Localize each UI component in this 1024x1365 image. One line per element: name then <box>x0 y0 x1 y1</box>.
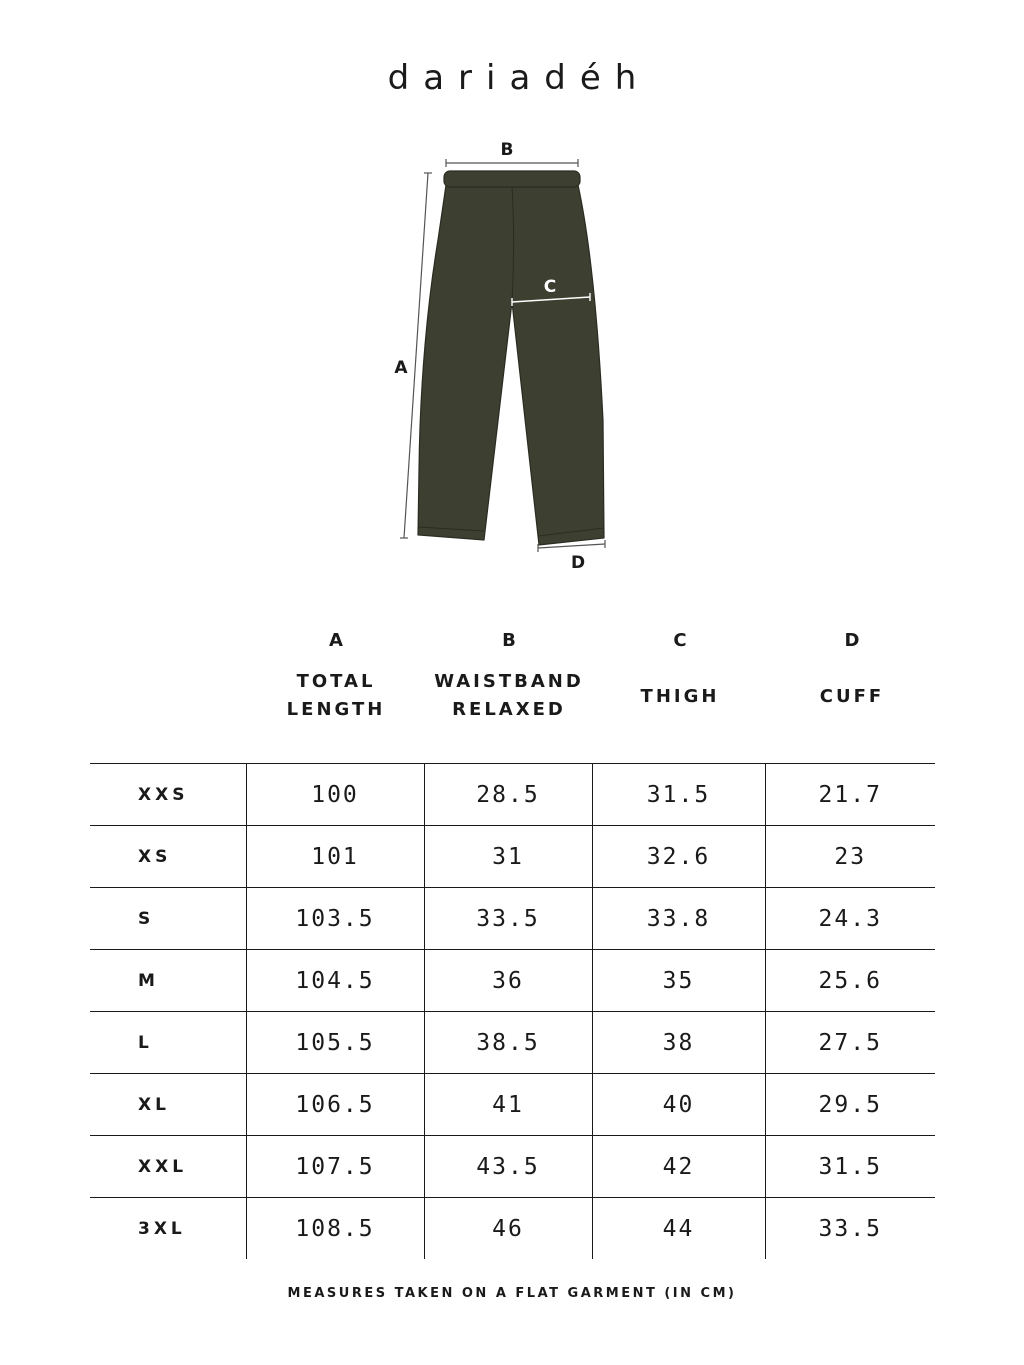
waistband-shape <box>444 171 580 187</box>
table-cell: 43.5 <box>424 1136 592 1198</box>
table-cell: 31.5 <box>765 1136 935 1198</box>
dimension-label-d: D <box>570 553 586 573</box>
column-name-cuff: CUFF <box>819 686 885 707</box>
table-row <box>90 826 935 888</box>
table-cell: 41 <box>424 1074 592 1136</box>
column-letter-c: C <box>673 630 687 651</box>
size-table <box>90 763 935 1259</box>
table-cell: 44 <box>592 1198 765 1260</box>
table-cell: 27.5 <box>765 1012 935 1074</box>
column-letter-a: A <box>329 630 343 651</box>
table-cell: 21.7 <box>765 764 935 826</box>
dimension-label-a: A <box>394 358 408 378</box>
table-cell: 31 <box>424 826 592 888</box>
table-row <box>90 1136 935 1198</box>
table-cell: 38 <box>592 1012 765 1074</box>
table-cell: 33.5 <box>765 1198 935 1260</box>
pants-shape <box>418 185 604 545</box>
table-cell: 42 <box>592 1136 765 1198</box>
table-cell: 24.3 <box>765 888 935 950</box>
table-row <box>90 764 935 826</box>
table-cell: 32.6 <box>592 826 765 888</box>
table-cell: 103.5 <box>246 888 424 950</box>
table-cell: 108.5 <box>246 1198 424 1260</box>
table-row <box>90 1198 935 1260</box>
table-row <box>90 950 935 1012</box>
table-cell: 31.5 <box>592 764 765 826</box>
size-label: L <box>90 1012 246 1074</box>
column-letter-d: D <box>844 630 860 651</box>
table-row <box>90 1012 935 1074</box>
size-label: XS <box>90 826 246 888</box>
size-label: XXL <box>90 1136 246 1198</box>
table-cell: 29.5 <box>765 1074 935 1136</box>
table-cell: 25.6 <box>765 950 935 1012</box>
brand-logo: dariadéh <box>387 58 651 98</box>
table-cell: 100 <box>246 764 424 826</box>
dimension-label-b: B <box>500 140 514 160</box>
column-name-thigh: THIGH <box>640 686 720 707</box>
table-cell: 46 <box>424 1198 592 1260</box>
size-label: S <box>90 888 246 950</box>
table-cell: 36 <box>424 950 592 1012</box>
table-cell: 107.5 <box>246 1136 424 1198</box>
table-cell: 33.5 <box>424 888 592 950</box>
table-cell: 101 <box>246 826 424 888</box>
column-letter-b: B <box>502 630 516 651</box>
column-name-waistband-relaxed: WAISTBAND RELAXED <box>434 671 584 720</box>
table-cell: 105.5 <box>246 1012 424 1074</box>
table-cell: 23 <box>765 826 935 888</box>
table-cell: 104.5 <box>246 950 424 1012</box>
pants-diagram <box>0 0 1024 600</box>
table-row <box>90 1074 935 1136</box>
size-label: 3XL <box>90 1198 246 1260</box>
table-cell: 38.5 <box>424 1012 592 1074</box>
size-label: XL <box>90 1074 246 1136</box>
column-name-total-length: TOTAL LENGTH <box>286 671 386 720</box>
table-cell: 33.8 <box>592 888 765 950</box>
size-label: M <box>90 950 246 1012</box>
dimension-label-c: C <box>543 277 557 297</box>
table-cell: 28.5 <box>424 764 592 826</box>
size-label: XXS <box>90 764 246 826</box>
table-cell: 106.5 <box>246 1074 424 1136</box>
table-row <box>90 888 935 950</box>
table-cell: 35 <box>592 950 765 1012</box>
footnote: MEASURES TAKEN ON A FLAT GARMENT (IN CM) <box>287 1286 737 1301</box>
table-cell: 40 <box>592 1074 765 1136</box>
